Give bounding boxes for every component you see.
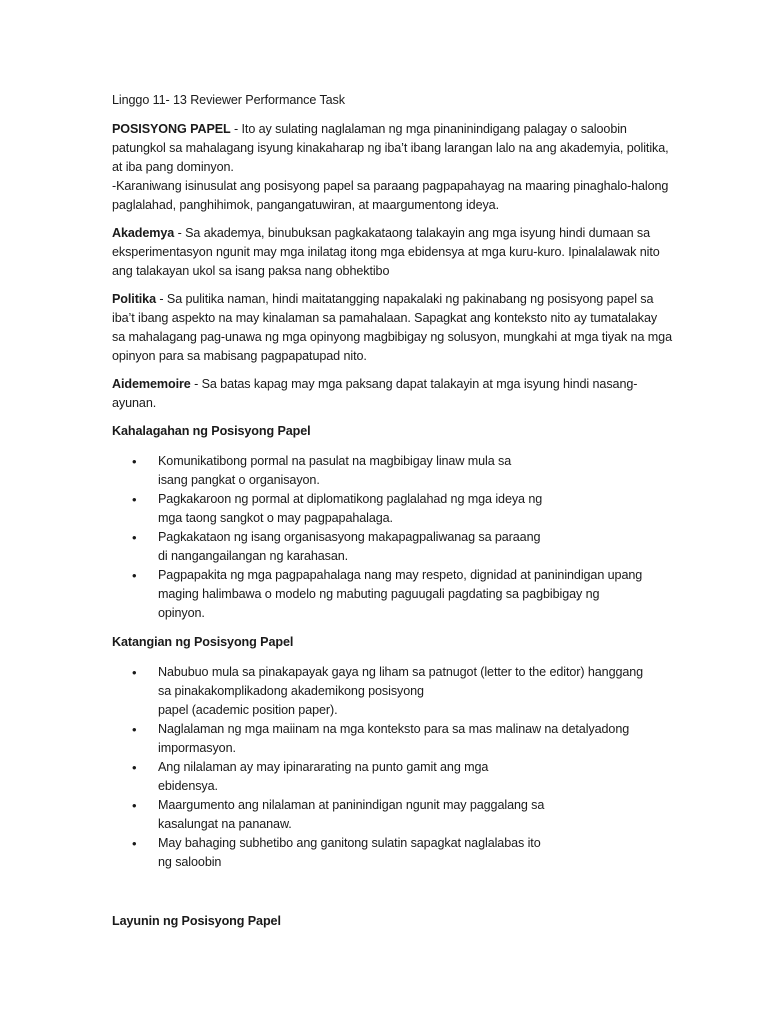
akademya-paragraph	[112, 224, 672, 281]
bullet-icon: •	[132, 568, 137, 583]
aidememoire-paragraph	[112, 375, 672, 413]
list-item	[112, 720, 672, 758]
list-item	[112, 796, 672, 834]
posisyong-papel-text: - Ito ay sulating naglalaman ng mga pinaninindigang palagay o saloobin patungkol sa mahalagang isyung kinakaharap ng iba’t ibang larangan lalo na ang akademyia, politika, at iba pang dominyon.	[112, 122, 669, 174]
list-item-text: Ang nilalaman ay may ipinararating na punto gamit ang mga ebidensya.	[158, 760, 489, 793]
document-title: Linggo 11- 13 Reviewer Performance Task	[112, 93, 345, 107]
spacer	[112, 882, 672, 912]
list-item	[112, 663, 672, 720]
posisyong-papel-note: -Karaniwang isinusulat ang posisyong papel sa paraang pagpapahayag na maaring pinaghalo-halong paglalahad, panghihimok, pangangatuwiran, at maargumentong ideya.	[112, 179, 669, 212]
bullet-icon: •	[132, 530, 137, 545]
document-page	[112, 91, 672, 942]
bullet-icon: •	[132, 665, 137, 680]
list-item-text: Nabubuo mula sa pinakapayak gaya ng liham sa patnugot (letter to the editor) hanggang sa pinakakomplikadong akademikong posisyong papel (academic position paper).	[158, 665, 644, 717]
bullet-icon: •	[132, 454, 137, 469]
list-item	[112, 528, 672, 566]
list-item	[112, 834, 672, 872]
bullet-icon: •	[132, 760, 137, 775]
aidememoire-term: Aidememoire	[112, 377, 191, 391]
kahalagahan-heading: Kahalagahan ng Posisyong Papel	[112, 424, 311, 438]
katangian-list	[112, 663, 672, 872]
list-item	[112, 758, 672, 796]
list-item-text: Komunikatibong pormal na pasulat na magbibigay linaw mula sa isang pangkat o organisayon.	[158, 454, 512, 487]
list-item	[112, 452, 672, 490]
bullet-icon: •	[132, 836, 137, 851]
politika-term: Politika	[112, 292, 156, 306]
list-item-text: Naglalaman ng mga maiinam na mga konteksto para sa mas malinaw na detalyadong impormasyon.	[158, 722, 630, 755]
list-item-text: Pagkakaroon ng pormal at diplomatikong paglalahad ng mga ideya ng mga taong sangkot o may pagpapahalaga.	[158, 492, 543, 525]
list-item-text: Pagpapakita ng mga pagpapahalaga nang may respeto, dignidad at paninindigan upang maging halimbawa o modelo ng mabuting paguugali pagdating sa pagbibigay ng opinyon.	[158, 568, 643, 620]
list-item	[112, 490, 672, 528]
list-item	[112, 566, 672, 623]
bullet-icon: •	[132, 722, 137, 737]
politika-text: - Sa pulitika naman, hindi maitatangging napakalaki ng pakinabang ng posisyong papel sa iba’t ibang aspekto na may kinalaman sa pamahalaan. Sapagkat ang konteksto nito ay tumatalakay sa mahalagang pag-unawa ng mga opinyong magbibigay ng solusyon, mungkahi at mga tiyak na mga opinyon para sa mabisang pagpapatupad nito.	[112, 292, 672, 363]
kahalagahan-list	[112, 452, 672, 623]
posisyong-papel-term: POSISYONG PAPEL	[112, 122, 231, 136]
list-item-text: Maargumento ang nilalaman at paninindigan ngunit may paggalang sa kasalungat na pananaw.	[158, 798, 545, 831]
politika-paragraph	[112, 290, 672, 366]
aidememoire-text: - Sa batas kapag may mga paksang dapat talakayin at mga isyung hindi nasang-ayunan.	[112, 377, 638, 410]
list-item-text: Pagkakataon ng isang organisasyong makapagpaliwanag sa paraang di nangangailangan ng karahasan.	[158, 530, 541, 563]
bullet-icon: •	[132, 798, 137, 813]
posisyong-papel-definition	[112, 120, 672, 215]
akademya-text: - Sa akademya, binubuksan pagkakataong talakayin ang mga isyung hindi dumaan sa eksperimentasyon ngunit may mga inilatag itong mga ebidensya at mga kuru-kuro. Ipinalalawak nito ang talakayan ukol sa isang paksa nang obhektibo	[112, 226, 660, 278]
list-item-text: May bahaging subhetibo ang ganitong sulatin sapagkat naglalabas ito ng saloobin	[158, 836, 541, 869]
akademya-term: Akademya	[112, 226, 175, 240]
katangian-heading: Katangian ng Posisyong Papel	[112, 635, 294, 649]
layunin-heading: Layunin ng Posisyong Papel	[112, 914, 281, 928]
bullet-icon: •	[132, 492, 137, 507]
